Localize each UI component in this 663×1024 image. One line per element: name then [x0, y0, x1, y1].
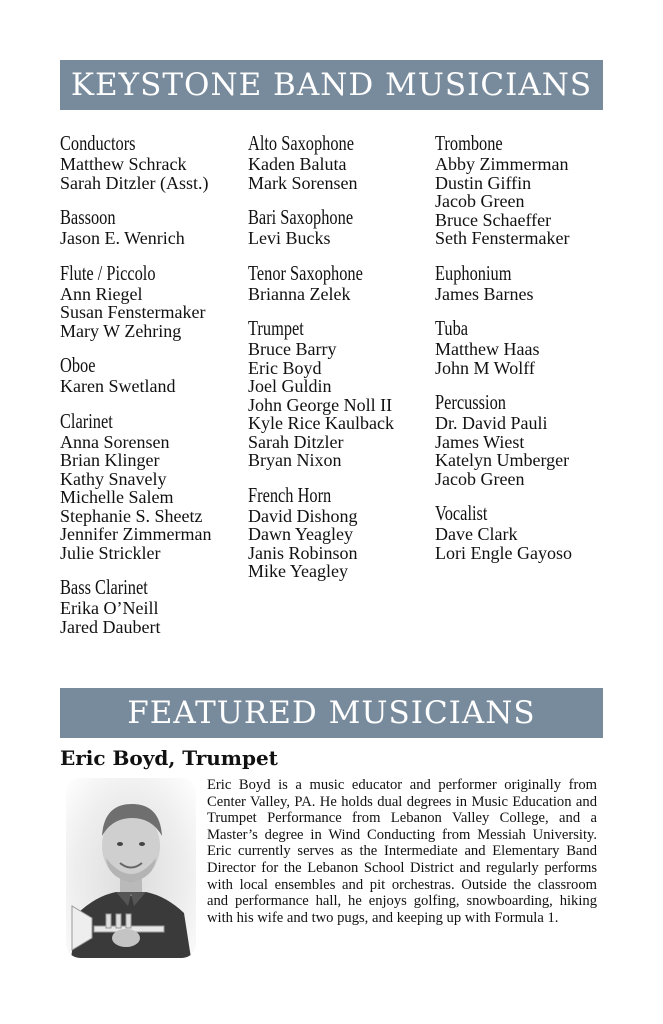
musician-name: Bruce Schaeffer	[435, 209, 552, 230]
instrument-heading: Trumpet	[248, 316, 304, 340]
musician-list	[248, 155, 433, 192]
featured-banner: FEATURED MUSICIANS	[60, 688, 603, 738]
musician-list	[60, 155, 245, 192]
musician-name: Janis Robinson	[248, 542, 358, 563]
musician-name: Jennifer Zimmerman	[60, 524, 212, 544]
musician-name: Eric Boyd	[248, 357, 322, 378]
musician-name: Julie Strickler	[60, 542, 161, 563]
musician-name: David Dishong	[248, 505, 358, 526]
musician-name: Matthew Schrack	[60, 154, 187, 174]
musician-list	[60, 433, 245, 563]
instrument-heading: Conductors	[60, 131, 136, 155]
instrument-section	[60, 354, 245, 396]
musician-name: Katelyn Umberger	[435, 450, 570, 470]
instrument-section	[60, 206, 245, 248]
musician-name: Matthew Haas	[435, 339, 540, 359]
featured-bio: Eric Boyd is a music educator and performer originally from Center Valley, PA. He holds dual degrees in Music Education and Trumpet Performance from Lebanon Valley College, and a Master’s degree in Wind Conducting from Messiah University. Eric currently serves as the Intermediate and Elementary Band Director for the Lebanon School District and regularly performs with local ensembles and pit orchestras. Outside the classroom and performance hall, he enjoys golfing, snowboarding, hiking with his wife and two pugs, and keeping up with Formula 1.	[207, 777, 597, 926]
instrument-section	[60, 262, 245, 341]
musician-name: Joel Guldin	[248, 376, 332, 396]
musician-name: Mike Yeagley	[248, 561, 348, 581]
musician-list	[435, 155, 620, 248]
instrument-heading: French Horn	[248, 482, 332, 507]
musician-name: Brianna Zelek	[248, 283, 351, 304]
instrument-heading: Vocalist	[435, 501, 488, 525]
instrument-heading: Alto Saxophone	[248, 131, 355, 155]
instrument-section	[435, 391, 620, 488]
roster-column-2	[248, 132, 433, 595]
musician-name: John M Wolff	[435, 357, 535, 378]
musician-name: Levi Bucks	[248, 228, 331, 248]
musician-name: Seth Fenstermaker	[435, 228, 570, 248]
instrument-heading: Clarinet	[60, 408, 113, 433]
instrument-heading: Oboe	[60, 353, 96, 377]
musician-name: Jason E. Wenrich	[60, 228, 185, 248]
musician-list	[435, 525, 620, 562]
musicians-banner: KEYSTONE BAND MUSICIANS	[60, 60, 603, 110]
musician-name: Bryan Nixon	[248, 450, 342, 470]
roster-column-1	[60, 132, 245, 650]
musician-list	[435, 285, 620, 304]
musician-name: Sarah Ditzler	[248, 431, 344, 452]
musician-name: Sarah Ditzler (Asst.)	[60, 172, 209, 193]
musician-list	[60, 599, 245, 636]
portrait-illustration	[66, 778, 196, 958]
musician-name: Karen Swetland	[60, 376, 176, 396]
instrument-section	[248, 484, 433, 581]
musician-name: Jacob Green	[435, 191, 525, 211]
roster-column-3	[435, 132, 620, 576]
instrument-section	[435, 262, 620, 304]
instrument-heading: Tuba	[435, 316, 469, 340]
musician-name: Dustin Giffin	[435, 172, 532, 193]
musician-list	[60, 285, 245, 341]
musician-name: Kaden Baluta	[248, 154, 347, 174]
musician-name: Brian Klinger	[60, 450, 160, 470]
musician-name: Anna Sorensen	[60, 431, 170, 452]
instrument-section	[60, 132, 245, 192]
musician-name: Ann Riegel	[60, 283, 143, 304]
musician-name: Bruce Barry	[248, 339, 337, 359]
instrument-section	[248, 206, 433, 248]
musician-name: Dr. David Pauli	[435, 413, 548, 433]
musician-name: John George Noll II	[248, 394, 393, 415]
musician-list	[435, 340, 620, 377]
instrument-section	[248, 317, 433, 470]
musician-name: Jacob Green	[435, 468, 525, 489]
musician-name: Stephanie S. Sheetz	[60, 505, 203, 526]
instrument-heading: Bassoon	[60, 205, 116, 229]
musician-list	[60, 229, 245, 248]
instrument-heading: Tenor Saxophone	[248, 260, 363, 285]
musician-name: Mary W Zehring	[60, 320, 182, 341]
instrument-heading: Euphonium	[435, 260, 512, 285]
featured-musician-name: Eric Boyd, Trumpet	[60, 746, 278, 770]
instrument-heading: Percussion	[435, 390, 506, 414]
musician-name: Mark Sorensen	[248, 172, 358, 193]
musician-name: Kyle Rice Kaulback	[248, 413, 394, 433]
musician-name: Lori Engle Gayoso	[435, 542, 572, 563]
instrument-heading: Bari Saxophone	[248, 205, 354, 229]
instrument-heading: Trombone	[435, 131, 503, 155]
instrument-section	[435, 317, 620, 377]
musician-name: Michelle Salem	[60, 487, 174, 507]
instrument-section	[435, 132, 620, 248]
musician-name: Dave Clark	[435, 524, 518, 544]
instrument-section	[435, 502, 620, 562]
musician-list	[60, 377, 245, 396]
musician-photo	[66, 778, 196, 958]
musician-name: Erika O’Neill	[60, 598, 159, 618]
instrument-section	[60, 576, 245, 636]
musician-list	[248, 340, 433, 470]
musician-name: Jared Daubert	[60, 616, 161, 637]
instrument-heading: Bass Clarinet	[60, 575, 148, 599]
musician-name: Kathy Snavely	[60, 468, 167, 489]
musician-name: James Wiest	[435, 431, 525, 452]
musician-list	[248, 507, 433, 581]
musician-list	[435, 414, 620, 488]
instrument-section	[248, 132, 433, 192]
instrument-section	[60, 410, 245, 563]
musician-name: Abby Zimmerman	[435, 154, 569, 174]
musician-name: Dawn Yeagley	[248, 524, 353, 544]
musician-list	[248, 285, 433, 304]
instrument-heading: Flute / Piccolo	[60, 260, 156, 285]
musician-name: James Barnes	[435, 283, 534, 304]
musician-name: Susan Fenstermaker	[60, 302, 206, 322]
musician-list	[248, 229, 433, 248]
instrument-section	[248, 262, 433, 304]
